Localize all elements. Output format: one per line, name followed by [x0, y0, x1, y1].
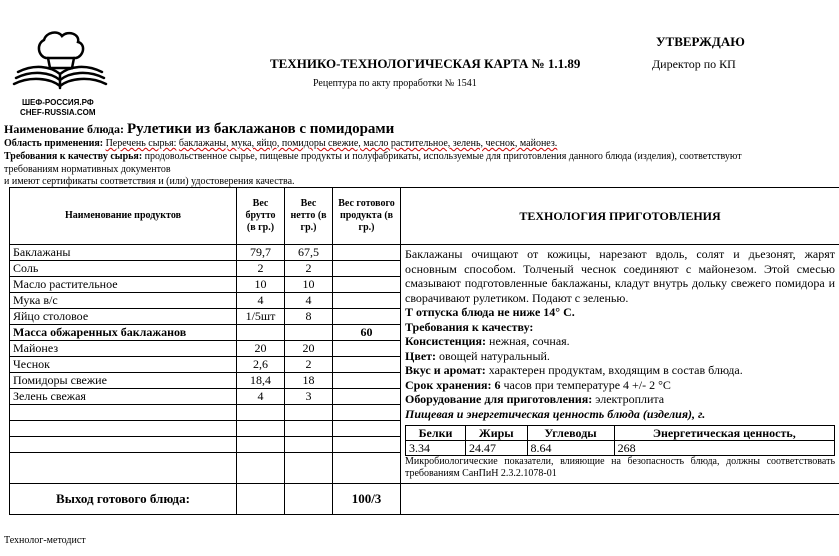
product-net: 18 [285, 373, 333, 389]
energy-fat: 24.47 [466, 441, 527, 456]
energy-carbs: 8.64 [527, 441, 614, 456]
product-net: 2 [285, 261, 333, 277]
storage-line [405, 378, 835, 393]
product-gross: 2 [237, 261, 285, 277]
product-gross: 1/5шт [237, 309, 285, 325]
product-gross: 10 [237, 277, 285, 293]
approval-stamp: УТВЕРЖДАЮ [656, 34, 745, 49]
energy-header-protein: Белки [406, 426, 466, 441]
product-name: Мука в/с [10, 293, 237, 309]
dish-name-line [4, 121, 394, 138]
chef-russia-logo [10, 28, 110, 120]
product-ready [333, 245, 401, 261]
logo-site-en: CHEF-RUSSIA.COM [20, 108, 96, 117]
requirements-line-2: требованиям нормативных документов [4, 164, 171, 175]
product-net: 8 [285, 309, 333, 325]
product-net: 67,5 [285, 245, 333, 261]
dish-name: Рулетики из баклажанов с помидорами [126, 121, 395, 137]
document-title: ТЕХНИКО-ТЕХНОЛОГИЧЕСКАЯ КАРТА № 1.1.89 [270, 56, 581, 71]
product-gross: 79,7 [237, 245, 285, 261]
energy-title: Пищевая и энергетическая ценность блюда (изделия), г. [405, 406, 706, 421]
product-name: Майонез [10, 341, 237, 357]
technology-text: Баклажаны очищают от кожицы, нарезают вдоль, солят и дьезонят, жарят основным способом. Толченый чеснок соединяют с майонезом. Этой смесью смазывают подготовленные баклажаны, кладут внутрь дольку свежего помидора и сворачивают рулетиком. Подают с зеленью. [405, 247, 835, 305]
logo-site-ru: ШЕФ-РОССИЯ.РФ [22, 98, 94, 107]
microbiology-note: Микробиологические показатели, влияющие на безопасность блюда, должны соответствовать требованиям СанПиН 2.3.2.1078-01 [405, 456, 835, 479]
product-ready [333, 261, 401, 277]
product-net: 10 [285, 277, 333, 293]
product-ready: 60 [333, 325, 401, 341]
product-gross [237, 325, 285, 341]
total-value: 100/3 [333, 484, 401, 515]
color-label: Цвет: [405, 348, 437, 363]
energy-protein: 3.34 [406, 441, 466, 456]
product-net [285, 325, 333, 341]
product-net: 3 [285, 389, 333, 405]
product-ready [333, 277, 401, 293]
product-name: Масса обжаренных баклажанов [10, 325, 237, 341]
quality-label: Требования к качеству: [405, 319, 534, 334]
total-row [10, 484, 839, 515]
product-net: 20 [285, 341, 333, 357]
storage-condition: часов при температуре 4 +/- 2 °С [503, 377, 671, 392]
product-ready [333, 293, 401, 309]
recipe-table [9, 187, 839, 515]
total-label: Выход готового блюда: [10, 484, 237, 515]
color-line [405, 349, 835, 364]
ingredients-list: баклажаны, мука, яйцо, помидоры свежие, масло растительное, зелень, чеснок, майонез. [178, 138, 558, 149]
energy-kcal: 268 [614, 441, 834, 456]
product-ready [333, 309, 401, 325]
energy-header-carbs: Углеводы [527, 426, 614, 441]
product-name: Яйцо столовое [10, 309, 237, 325]
storage-label: Срок хранения: [405, 377, 492, 392]
product-gross: 18,4 [237, 373, 285, 389]
director-title: Директор по КП [652, 57, 736, 71]
equipment-value: электроплита [595, 392, 665, 406]
product-gross: 20 [237, 341, 285, 357]
book-chef-hat-icon [10, 28, 110, 100]
color-value: овощей натуральный. [439, 348, 550, 363]
product-net: 2 [285, 357, 333, 373]
product-name: Зелень свежая [10, 389, 237, 405]
scope-line [4, 138, 557, 149]
product-name: Помидоры свежие [10, 373, 237, 389]
table-row [10, 245, 839, 261]
energy-header-kcal: Энергетическая ценность, [614, 426, 834, 441]
taste-line [405, 363, 835, 378]
col-header-net: Вес нетто (в гр.) [285, 188, 333, 245]
equipment-line [405, 392, 835, 407]
dish-label: Наименование блюда: [4, 122, 124, 136]
taste-value: характерен продуктам, входящим в состав блюда. [488, 363, 743, 377]
product-net: 4 [285, 293, 333, 309]
product-ready [333, 373, 401, 389]
product-name: Соль [10, 261, 237, 277]
taste-label: Вкус и аромат: [405, 363, 486, 377]
storage-hours: 6 [494, 377, 501, 392]
product-gross: 4 [237, 389, 285, 405]
col-header-gross: Вес брутто (в гр.) [237, 188, 285, 245]
product-name: Баклажаны [10, 245, 237, 261]
energy-header-fat: Жиры [466, 426, 527, 441]
requirements-label: Требования к качеству сырья: [4, 151, 143, 162]
col-header-ready: Вес готового продукта (в гр.) [333, 188, 401, 245]
requirements-text-1: продовольственное сырье, пищевые продукты и полуфабрикаты, используемые для приготовления данного блюда (изделия), соответствуют [144, 151, 742, 162]
consistency-value: нежная, сочная. [489, 334, 570, 348]
product-name: Чеснок [10, 357, 237, 373]
serving-temperature: Т отпуска блюда не ниже 14° С. [405, 305, 575, 319]
energy-value-table [405, 425, 835, 456]
technologist-signature: Технолог-методист [4, 535, 86, 546]
recipe-act-reference: Рецептура по акту проработки № 1541 [313, 78, 477, 89]
product-gross: 4 [237, 293, 285, 309]
equipment-label: Оборудование для приготовления: [405, 392, 593, 406]
requirements-line-3: и имеют сертификаты соответствия и (или) удостоверения качества. [4, 176, 295, 187]
col-header-technology: ТЕХНОЛОГИЯ ПРИГОТОВЛЕНИЯ [401, 188, 839, 245]
product-gross: 2,6 [237, 357, 285, 373]
product-ready [333, 341, 401, 357]
requirements-line-1 [4, 151, 742, 162]
product-ready [333, 357, 401, 373]
ingredients-list-link[interactable]: Перечень сырья: [105, 138, 177, 149]
col-header-product: Наименование продуктов [10, 188, 237, 245]
technology-cell [401, 245, 839, 484]
product-ready [333, 389, 401, 405]
scope-label: Область применения: [4, 138, 104, 149]
consistency-label: Консистенция: [405, 334, 487, 348]
product-name: Масло растительное [10, 277, 237, 293]
consistency-line [405, 334, 835, 349]
